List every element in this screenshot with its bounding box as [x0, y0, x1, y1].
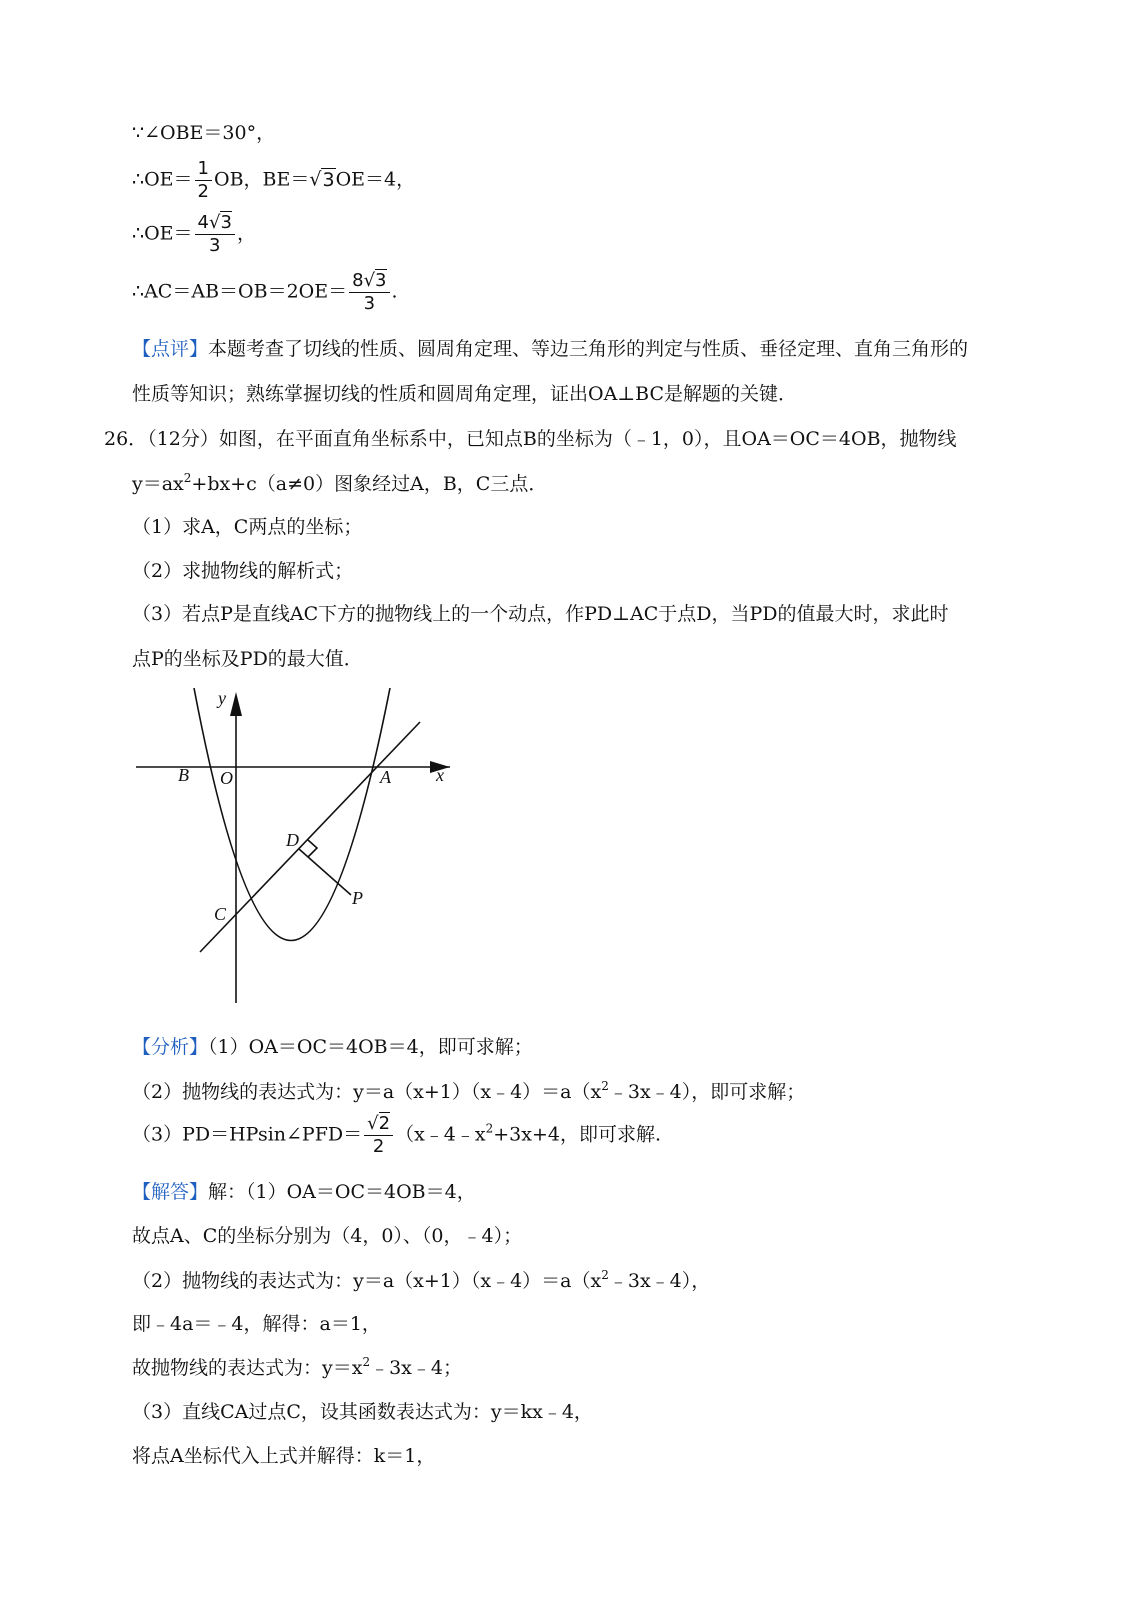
solution-line-7 — [132, 1441, 435, 1468]
fraction-half — [195, 158, 212, 203]
problem-part-3 — [132, 599, 949, 626]
superscript: 2 — [601, 1079, 609, 1093]
analysis-line-3 — [132, 1113, 661, 1158]
superscript: 2 — [183, 471, 192, 485]
text: （1）OA＝OC＝4OB＝4，即可求解； — [208, 1036, 533, 1058]
text: +3x+4，即可求解. — [493, 1123, 662, 1146]
label-b: B — [178, 765, 189, 785]
text: 即﹣4a＝﹣4，解得：a＝1， — [132, 1313, 381, 1335]
problem-part-3b — [132, 644, 363, 671]
label-o: O — [220, 768, 233, 788]
denominator: 3 — [209, 235, 221, 256]
numerator: √2 — [364, 1113, 393, 1136]
denominator: 2 — [372, 1136, 385, 1157]
text: （3）若点P是直线AC下方的抛物线上的一个动点，作PD⊥AC于点D，当PD的值最大时，求此时 — [132, 603, 949, 625]
review-line-1 — [132, 334, 968, 361]
fraction-4root3-over-3 — [195, 212, 235, 257]
numerator: 1 — [195, 158, 212, 181]
radicand: 2 — [378, 1113, 391, 1134]
text: ﹣3x﹣4）， — [608, 1270, 711, 1292]
text: ∴AC＝AB＝OB＝2OE＝ — [132, 280, 348, 303]
text: . — [391, 280, 398, 303]
fraction-root2-over-2 — [364, 1113, 393, 1158]
solution-line-6 — [132, 1397, 593, 1424]
superscript: 2 — [362, 1355, 371, 1369]
text: （3）直线CA过点C，设其函数表达式为：y＝kx﹣4， — [132, 1401, 593, 1423]
problem-part-2 — [132, 556, 353, 583]
parabola-figure — [132, 688, 462, 1008]
radicand: 3 — [375, 270, 387, 291]
label-p: P — [352, 888, 363, 908]
solution-line-3 — [132, 1266, 710, 1293]
text: ∴OE＝ — [132, 222, 193, 245]
analysis-line-2 — [132, 1077, 805, 1104]
problem-text: （12分）如图，在平面直角坐标系中，已知点B的坐标为（﹣1，0），且OA＝OC＝4OB，抛物线 — [147, 428, 957, 450]
solution-line-2 — [132, 1221, 522, 1248]
superscript: 2 — [601, 1268, 609, 1282]
coef: 8 — [352, 270, 364, 291]
line-angle-obe — [132, 118, 275, 145]
review-text: 性质等知识；熟练掌握切线的性质和圆周角定理，证出OA⊥BC是解题的关键． — [132, 383, 798, 405]
text: ， — [236, 222, 256, 245]
text: （x﹣4﹣x — [395, 1123, 486, 1146]
problem-line-2 — [132, 469, 547, 496]
text: ∴OE＝ — [132, 168, 193, 191]
text: 将点A坐标代入上式并解得：k＝1， — [132, 1445, 436, 1467]
text: ∵∠OBE＝30°， — [132, 122, 276, 144]
numerator: 8√3 — [349, 270, 389, 293]
line-oe-value — [132, 212, 256, 257]
text: OE＝4， — [335, 168, 416, 191]
segment-pd — [299, 849, 351, 895]
problem-line-1 — [104, 424, 957, 451]
text: 解：（1）OA＝OC＝4OB＝4， — [208, 1181, 476, 1203]
solution-line-4 — [132, 1309, 381, 1336]
text: （1）求A，C两点的坐标； — [132, 516, 363, 538]
denominator: 2 — [197, 181, 209, 202]
text: 故抛物线的表达式为：y＝x — [132, 1357, 363, 1379]
review-line-2 — [132, 379, 797, 406]
review-text: 本题考查了切线的性质、圆周角定理、等边三角形的判定与性质、垂径定理、直角三角形的 — [208, 338, 969, 360]
text: （2）求抛物线的解析式； — [132, 560, 354, 582]
text: y＝ax — [132, 473, 184, 495]
problem-number: 26． — [104, 428, 148, 450]
fraction-8root3-over-3 — [349, 270, 389, 315]
line-ac-value — [132, 270, 398, 315]
radicand: 3 — [322, 168, 335, 191]
superscript: 2 — [485, 1121, 494, 1136]
text: ﹣3x﹣4），即可求解； — [608, 1081, 806, 1103]
coef: 4 — [197, 212, 209, 233]
text: ﹣3x﹣4； — [370, 1357, 462, 1379]
solution-line-5 — [132, 1353, 462, 1380]
solution-tag: 【解答】 — [132, 1181, 209, 1203]
analysis-line-1 — [132, 1032, 533, 1059]
text: OB，BE＝ — [214, 168, 310, 191]
y-axis-arrow-icon — [230, 692, 242, 716]
text: 故点A、C的坐标分别为（4，0）、（0，﹣4）； — [132, 1225, 523, 1247]
text: +bx+c（a≠0）图象经过A，B，C三点． — [191, 473, 548, 495]
line-ca — [200, 722, 420, 952]
right-angle-mark — [308, 840, 317, 857]
label-c: C — [214, 904, 227, 924]
line-oe-be — [132, 158, 415, 203]
solution-line-1 — [132, 1177, 476, 1204]
label-y: y — [218, 688, 226, 708]
label-d: D — [286, 830, 299, 850]
sqrt-3: √3 — [309, 168, 335, 191]
label-a: A — [380, 767, 391, 787]
text: （2）抛物线的表达式为：y＝a（x+1）（x﹣4）＝a（x — [132, 1270, 602, 1292]
text: 点P的坐标及PD的最大值． — [132, 648, 363, 670]
radicand: 3 — [220, 212, 232, 233]
label-x: x — [436, 765, 444, 785]
text: （2）抛物线的表达式为：y＝a（x+1）（x﹣4）＝a（x — [132, 1081, 602, 1103]
numerator: 4√3 — [195, 212, 235, 235]
problem-part-1 — [132, 512, 362, 539]
text: （3）PD＝HPsin∠PFD＝ — [132, 1123, 363, 1146]
analysis-tag: 【分析】 — [132, 1036, 209, 1058]
review-tag: 【点评】 — [132, 338, 209, 360]
denominator: 3 — [363, 293, 376, 314]
